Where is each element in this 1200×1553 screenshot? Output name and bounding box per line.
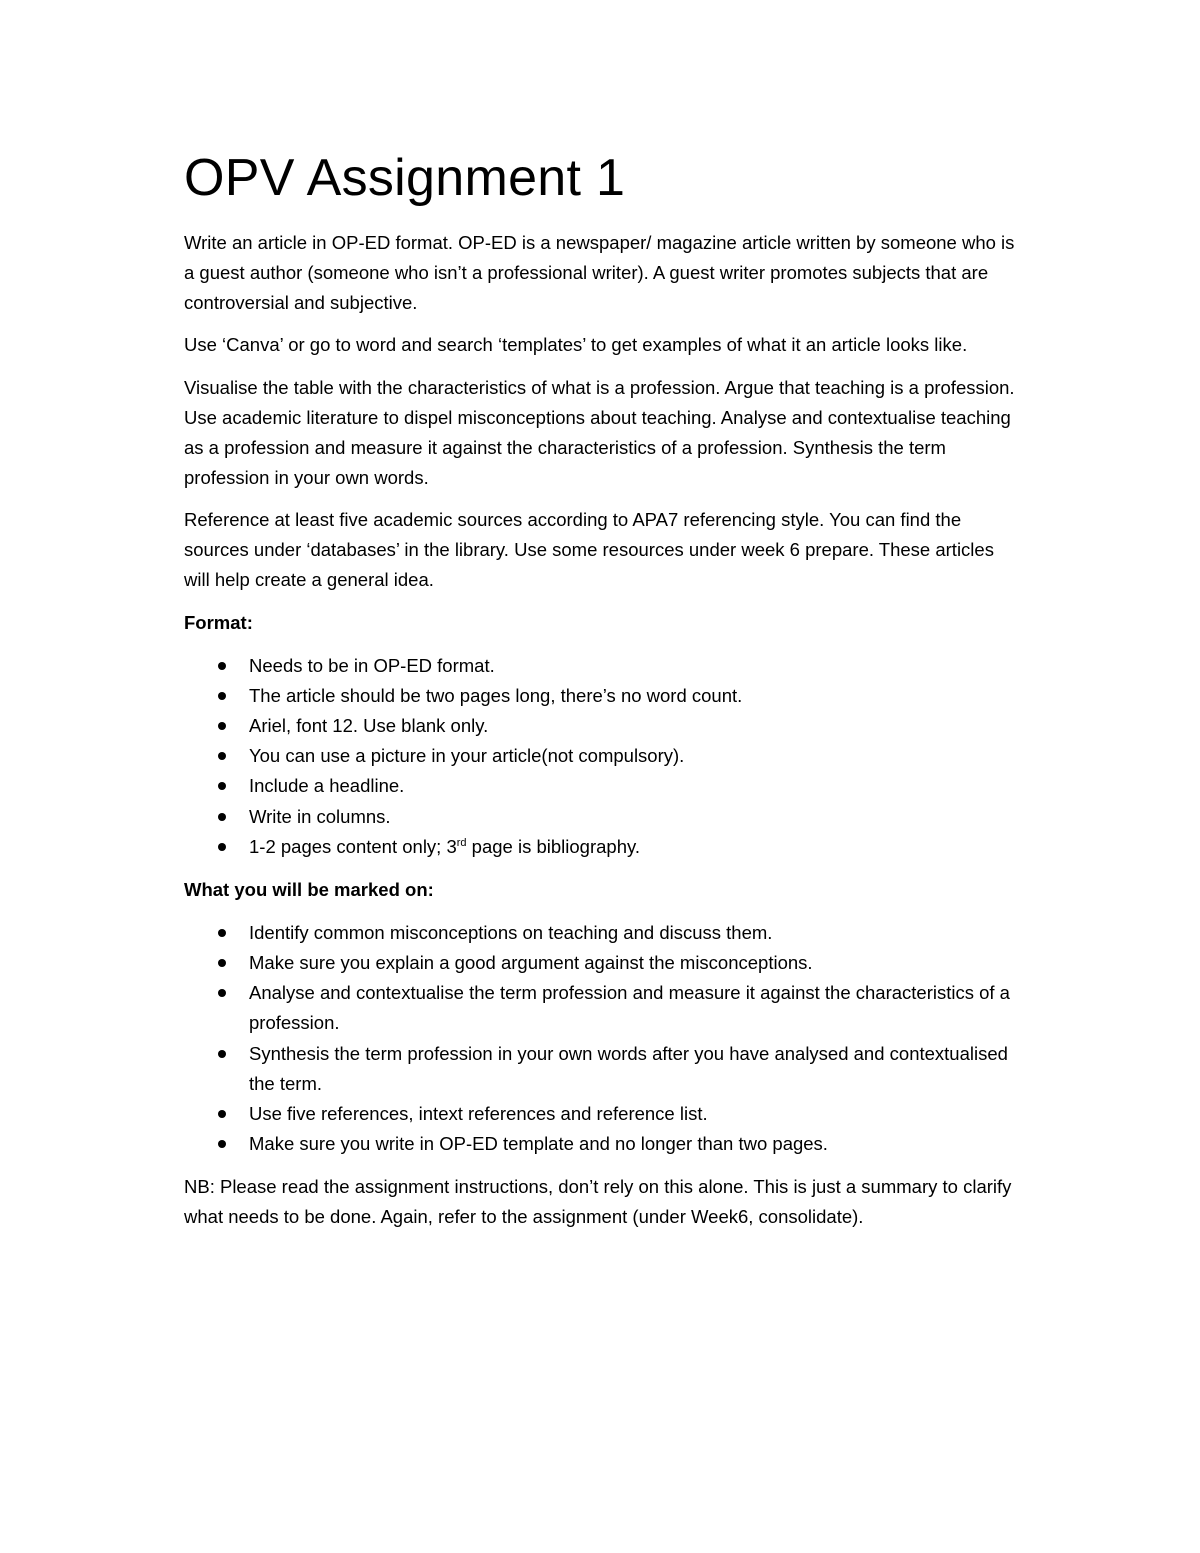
list-item: Ariel, font 12. Use blank only. [184, 711, 1024, 741]
list-item: Needs to be in OP-ED format. [184, 651, 1024, 681]
bullet-icon [218, 989, 226, 997]
list-item: The article should be two pages long, there’s no word count. [184, 681, 1024, 711]
marking-heading: What you will be marked on: [184, 878, 434, 900]
bullet-icon [218, 813, 226, 821]
document-title: OPV Assignment 1 [184, 149, 626, 207]
bullet-icon [218, 1110, 226, 1118]
bullet-icon [218, 843, 226, 851]
format-list [184, 651, 1024, 862]
reference-paragraph: Reference at least five academic sources according to APA7 referencing style. You can find the sources under ‘databases’ in the library. Use some resources under week 6 prepare. These articles will help create a general idea. [184, 509, 994, 590]
bullet-icon [218, 722, 226, 730]
intro-paragraph: Write an article in OP-ED format. OP-ED is a newspaper/ magazine article written by someone who is a guest author (someone who isn’t a professional writer). A guest writer promotes subjects that are controversial and subjective. [184, 232, 1015, 313]
bullet-icon [218, 1050, 226, 1058]
list-item: 1-2 pages content only; 3rd page is bibliography. [184, 832, 1024, 862]
bullet-icon [218, 959, 226, 967]
list-item: Use five references, intext references and reference list. [184, 1099, 1024, 1129]
superscript: rd [456, 836, 467, 849]
list-item: Identify common misconceptions on teaching and discuss them. [184, 918, 1024, 948]
list-item: Write in columns. [184, 802, 1024, 832]
list-item: Include a headline. [184, 771, 1024, 801]
list-item: Analyse and contextualise the term profession and measure it against the characteristics of a profession. [184, 978, 1024, 1038]
bullet-icon [218, 929, 226, 937]
canva-paragraph: Use ‘Canva’ or go to word and search ‘templates’ to get examples of what it an article looks like. [184, 334, 968, 356]
bullet-icon [218, 692, 226, 700]
list-item: Make sure you explain a good argument against the misconceptions. [184, 948, 1024, 978]
nb-note: NB: Please read the assignment instructions, don’t rely on this alone. This is just a summary to clarify what needs to be done. Again, refer to the assignment (under Week6, consolidate). [184, 1176, 1012, 1228]
profession-paragraph: Visualise the table with the characteristics of what is a profession. Argue that teaching is a profession. Use academic literature to dispel misconceptions about teaching. Analyse and contextualise teaching as a profession and measure it against the characteristics of a profession. Synthesis the term profession in your own words. [184, 377, 1015, 488]
marking-list [184, 918, 1024, 1160]
list-item: You can use a picture in your article(not compulsory). [184, 741, 1024, 771]
list-item: Make sure you write in OP-ED template and no longer than two pages. [184, 1129, 1024, 1159]
format-heading: Format: [184, 611, 253, 633]
bullet-icon [218, 782, 226, 790]
bullet-icon [218, 1140, 226, 1148]
bullet-icon [218, 662, 226, 670]
bullet-icon [218, 752, 226, 760]
list-item: Synthesis the term profession in your own words after you have analysed and contextualised the term. [184, 1039, 1024, 1099]
document-page [184, 140, 1024, 1245]
